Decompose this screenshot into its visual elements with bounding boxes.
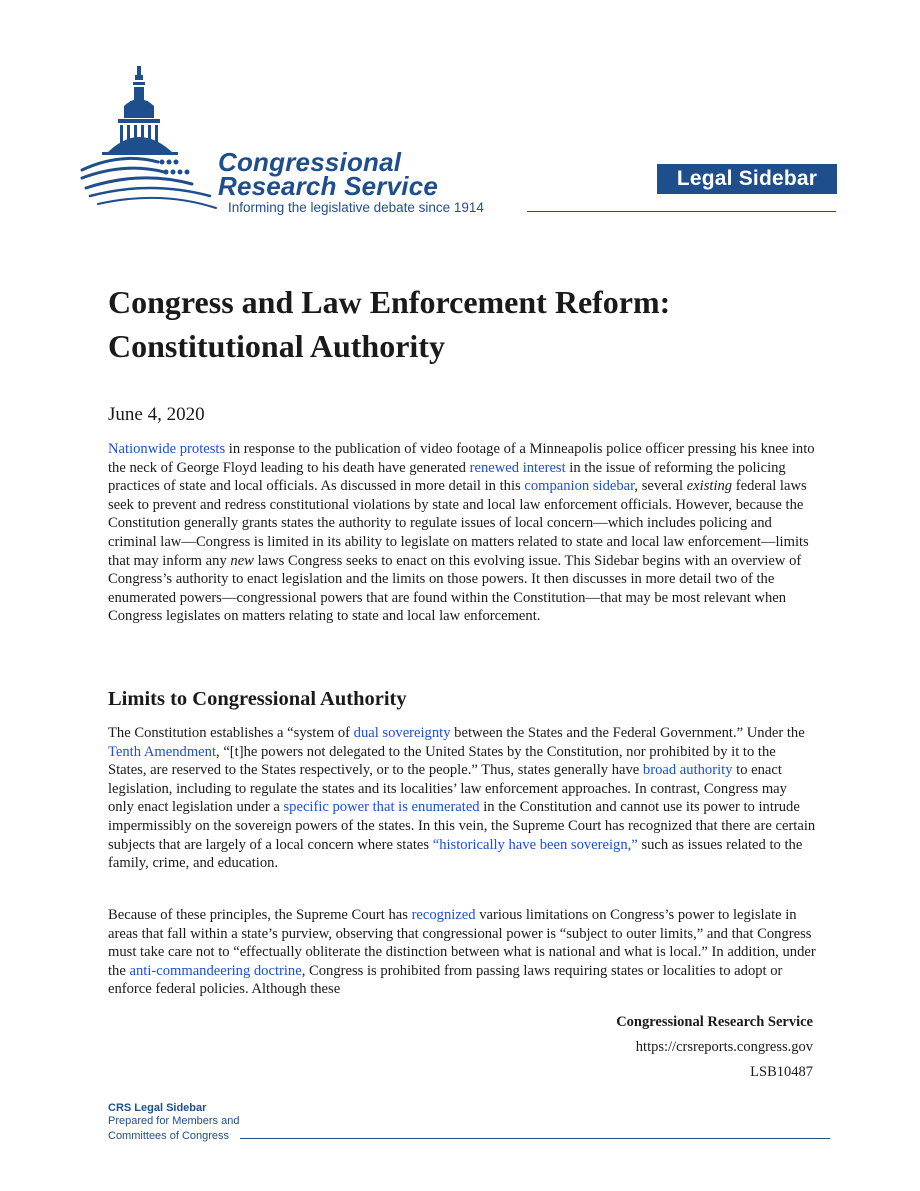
inline-link[interactable]: dual sovereignty [353, 725, 451, 741]
inline-link[interactable]: broad authority [642, 762, 733, 779]
paragraph-text: The Constitution establishes a “system of [108, 725, 354, 741]
org-name-line-2: Research Service [218, 171, 439, 201]
paragraph-text: in the issue of reforming the policing practices of state and local officials. As discussed in more detail in this [108, 459, 786, 495]
document-title: Congress and Law Enforcement Reform: Constitutional Authority [108, 284, 671, 364]
emphasis-text: new [230, 552, 254, 569]
inline-link[interactable]: anti-commandeering doctrine [129, 962, 302, 979]
inline-link[interactable]: renewed interest [469, 459, 566, 476]
header-divider [527, 211, 836, 212]
body-paragraph-1 [108, 724, 816, 873]
org-name-line-1: Congressional [218, 147, 402, 177]
paragraph-text: federal laws seek to prevent and redress constitutional violations by state and local law enforcement officials. However, because the Constitution generally grants states the authority to regulate issues of local concern—which includes policing and criminal law—Congress is limited in its ability to legislate on matters related to state and local law enforcement—limits that may inform any [108, 478, 809, 569]
bottom-line-2: Committees of Congress [108, 1130, 230, 1142]
legal-sidebar-badge: Legal Sidebar [657, 164, 837, 194]
document-date: June 4, 2020 [108, 404, 205, 425]
footer-report-id: LSB10487 [750, 1064, 813, 1080]
paragraph-text: , “[t]he powers not delegated to the United States by the Constitution, nor prohibited by it to the States, are reserved to the States respectively, or to the people.” Thus, states generally have [108, 743, 776, 779]
footer-url[interactable]: https://crsreports.congress.gov [635, 1039, 813, 1055]
paragraph-text: between the States and the Federal Government.” Under the [450, 725, 805, 741]
paragraph-text: to enact legislation, including to regulate the states and its localities’ law enforcement approaches. In contrast, Congress may only enact legislation under a [108, 762, 787, 816]
paragraph-text: Because of these principles, the Supreme Court has [108, 907, 412, 923]
paragraph-text: various limitations on Congress’s power to legislate in areas that fall within a state’s purview, observing that congressional power is “subject to outer limits,” and that Congress must take care not to “effectually obliterate the distinction between what is national and what is local.” In addition, under the [108, 907, 816, 979]
inline-link[interactable]: “historically have been sovereign,” [432, 836, 638, 853]
org-tagline: Informing the legislative debate since 1914 [228, 200, 484, 215]
emphasis-text: existing [686, 478, 733, 495]
intro-paragraph [108, 440, 816, 626]
body-paragraph-2 [108, 906, 816, 999]
bottom-line-1: Prepared for Members and [108, 1115, 240, 1127]
paragraph-text: laws Congress seeks to enact on this evolving issue. This Sidebar begins with an overview of Congress’s authority to enact legislation and the limits on those powers. It then discusses in more detail two of the enumerated powers—congressional powers that are found within the Constitution—that may be most relevant when Congress legislates on matters relating to state and local law enforcement. [108, 552, 802, 625]
inline-link[interactable]: recognized [411, 907, 476, 923]
inline-link[interactable]: companion sidebar [524, 478, 635, 495]
paragraph-text: such as issues related to the family, crime, and education. [108, 836, 803, 872]
paragraph-text: , several [634, 478, 687, 495]
section-heading: Limits to Congressional Authority [108, 688, 407, 710]
footer-org-name: Congressional Research Service [616, 1014, 813, 1030]
inline-link[interactable]: specific power that is enumerated [283, 799, 480, 816]
capitol-dome-icon [80, 62, 220, 212]
paragraph-text: , Congress is prohibited from passing laws requiring states or localities to adopt or enforce federal policies. Although these [108, 962, 783, 998]
paragraph-text: in response to the publication of video footage of a Minneapolis police officer pressing his knee into the neck of George Floyd leading to his death have generated [108, 441, 815, 476]
inline-link[interactable]: Nationwide protests [108, 441, 226, 457]
paragraph-text: in the Constitution and cannot use its power to intrude impermissibly on the sovereign powers of the states. In this vein, the Supreme Court has recognized that there are certain subjects that are largely of a local concern where states [108, 799, 816, 853]
bottom-divider [240, 1138, 830, 1139]
inline-link[interactable]: Tenth Amendment [108, 743, 217, 760]
crs-header [0, 0, 920, 230]
bottom-label: CRS Legal Sidebar [108, 1102, 207, 1114]
